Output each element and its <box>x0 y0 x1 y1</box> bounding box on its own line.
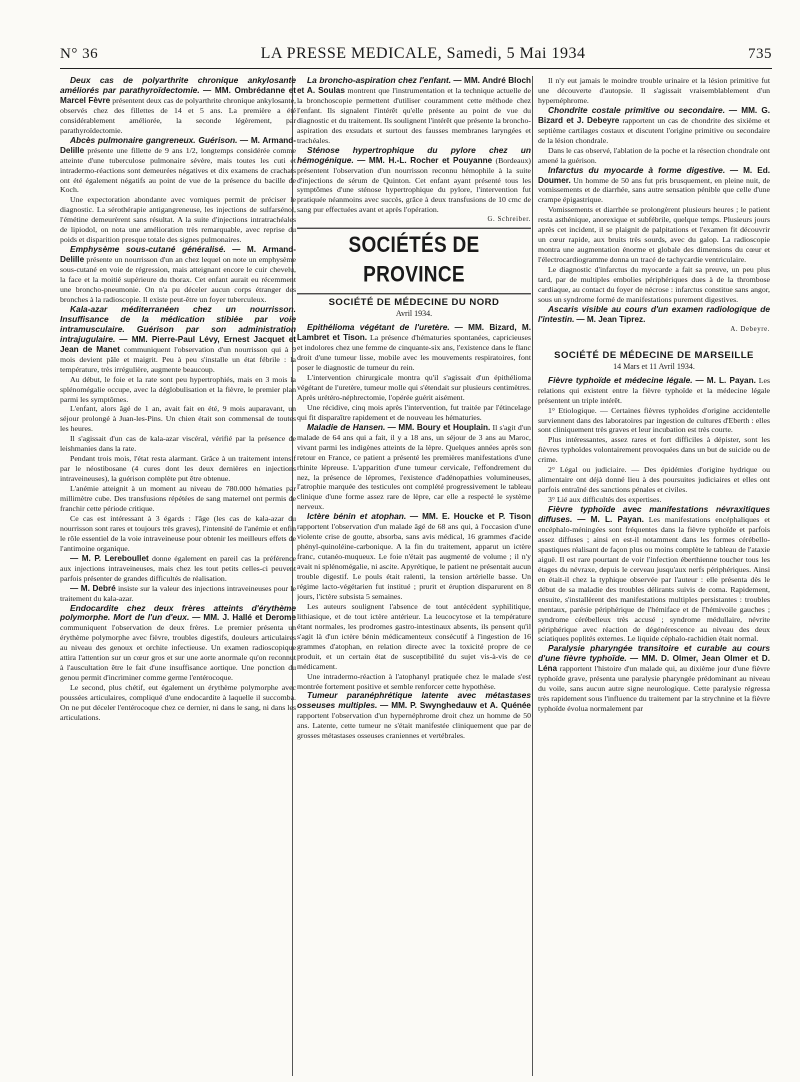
society-date: 14 Mars et 11 Avril 1934. <box>613 361 695 371</box>
article: Emphysème sous-cutané généralisé. — M. Armand-Delille présente un nourrisson d'un an chez lequel on note un emphysème sous-cutané en voie de régression, mais atteignant encore le cuir chevelu, la face et la moitié supérieure du thorax. Cet enfant aurait eu récemment une broncho-pneumonie. On n'a pu déceler aucun corps étranger des bronches à la radioscopie. Il existe peut-être un foyer tuberculeux. <box>60 244 296 304</box>
issue-number: N° 36 <box>60 45 99 62</box>
column-rule-2 <box>532 76 533 1076</box>
spacer <box>538 335 770 347</box>
paragraph: Vomissements et diarrhée se prolongèrent plusieurs heures ; le patient resta asthénique, anorexique et subfébrile, quelque temps. Plusieurs jours après cet incident, il se plaignit de palpitations et l'examen fit découvrir un cœur rapide, aux bruits très sourds, avec du galop. La radioscopie montra une augmentation énorme et globale des dimensions du cœur et l'électrocardiogramme donna un tracé de tachycardie ventriculaire. <box>538 205 770 265</box>
paragraph: Il n'y eut jamais le moindre trouble urinaire et la lésion primitive fut une découverte d'autopsie. Il s'agissait vraisemblablement d'un hypernéphrome. <box>538 76 770 105</box>
paragraph: L'intervention chirurgicale montra qu'il s'agissait d'un épithélioma végétant de l'uretère, tumeur molle qui s'étendait sur plusieurs centimètres. Après urétéro-néphrectomie, l'opérée guérit aisément. <box>297 372 531 402</box>
article: Maladie de Hansen. — MM. Boury et Houplain. Il s'agit d'un malade de 64 ans qui a fait, il y a 18 ans, un séjour de 3 ans au Maroc, vivant parmi les indigènes atteints de la lèpre. Quelques années après son retour en France, ce patient a présenté les premières manifestations d'une rhinite lépreuse. L'apparition d'une tumeur cervicale, l'effondrement du nez, la présence de lépromes, l'existence d'adénopathies volumineuses, l'atrophie marquée des testicules ont complété progressivement le tableau clinique d'une forme assez rare de lèpre, car elle a respecté le système nerveux. <box>297 421 531 512</box>
paragraph: Le diagnostic d'infarctus du myocarde a fait sa preuve, un peu plus tard, par de multiples embolies périphériques dues à de la thrombose cardiaque, au contact du foyer de nécrose : infarctus constitue sans angor, sous un syndrome formé de manifestations purement digestives. <box>538 265 770 304</box>
article: Endocardite chez deux frères atteints d'érythème polymorphe. Mort de l'un d'eux. — MM. J. Hallé et Derome communiquent l'observation de deux frères. Le premier présenta un érythème polymorphe avec fièvre, troubles digestifs, douleurs articulaires au niveau des genoux et orchite infectieuse. Un examen radioscopique attira l'attention sur un cœur gros et sur une aorte anormale qu'on reconnut à l'auscultation être le fait d'une insuffisance aortique. Une ponction du genou permit d'incriminer comme germe l'entérocoque. <box>60 602 296 683</box>
article: Sténose hypertrophique du pylore chez un hémogénique. — MM. H.-L. Rocher et Pouyanne (Bordeaux) présentent l'observation d'un nourrisson reconnu hémophile à la suite d'injections de sérum de Quinton. Cet enfant ayant présenté tous les symptômes d'une sténose hypertrophique du pylore, l'intervention fut pratiquée néanmoins avec succès, grâce à deux transfusions de 10 cmc de sang pur effectuées avant et après l'opération. <box>297 144 531 215</box>
paragraph: Il s'agissait d'un cas de kala-azar viscéral, vérifié par la présence de leishmanies dans la rate. <box>60 434 296 454</box>
section-title: SOCIÉTÉS DE PROVINCE <box>297 228 531 295</box>
column-3 <box>538 76 770 1076</box>
paragraph: 3° Lié aux difficultés des expertises. <box>548 495 662 505</box>
article: Fièvre typhoïde avec manifestations névraxitiques diffuses. — M. L. Payan. Les manifestations encéphaliques et encéphalo-méningées sont fréquentes dans la fièvre typhoïde et parfois assez diffuses ; ainsi en est-il notamment dans les formes cérébello-spastiques réalisant de façon plus ou moins complète le tableau de l'ataxie aiguë. Il est rare pourtant de voir l'infection éberthienne toucher tous les étages du névraxe, depuis le cerveau jusqu'aux nerfs périphériques. Ainsi en était-il chez la typhique observée par l'auteur : elle présenta dès le début de sa maladie des troubles délirants suivis de coma. Rapidement, ensuite, s'installèrent des manifestations multiples persistantes : troubles mentaux, parésie périphérique de l'hémiface et de l'hémivoile gauches ; syndrome cérébelleux très accusé ; syndrome médullaire, névrite périphérique avec réaction de dégénérescence au niveau des deux sciatiques poplités externes. Le liquide céphalo-rachidien était normal. <box>538 504 770 644</box>
article: Chondrite costale primitive ou secondaire. — MM. G. Bizard et J. Debeyre rapportent un cas de chondrite des sixième et septième cartilages costaux et discutent l'origine primitive ou secondaire de la lésion chondrale. <box>538 104 770 145</box>
paragraph: Dans le cas observé, l'ablation de la poche et la résection chondrale ont amené la guérison. <box>538 145 770 165</box>
signature: G. Schreiber. <box>487 216 531 224</box>
article: Tumeur paranéphrétique latente avec métastases osseuses multiples. — MM. P. Swynghedauw et A. Quénée rapportent l'observation d'un hypernéphrome droit chez un homme de 50 ans. Latente, cette tumeur ne s'était manifestée cliniquement que par de grosses métastases osseuses craniennes et vertébrales. <box>297 690 531 741</box>
paragraph: — M. Debré insiste sur la valeur des injections intraveineuses pour le traitement du kala-azar. <box>60 583 296 603</box>
article: Infarctus du myocarde à forme digestive. — M. Ed. Doumer. Un homme de 50 ans fut pris brusquement, en pleine nuit, de vomissements et de diarrhée, sans autre sensation pénible que celle d'une crampe épigastrique. <box>538 164 770 205</box>
society-title: SOCIÉTÉ DE MÉDECINE DU NORD <box>328 297 500 309</box>
paragraph: Ce cas est intéressant à 3 égards : l'âge (les cas de kala-azar du nourrisson sont rares et toujours très graves), l'intensité de l'anémie et enfin le rôle essentiel de la voie intraveineuse pour obtenir les meilleurs effets de l'antimoine organique. <box>60 513 296 553</box>
paragraph: L'anémie atteignit à un moment au niveau de 780.000 hématies par millimètre cube. Des transfusions répétées de sang maternel ont permis de franchir cette période critique. <box>60 484 296 513</box>
journal-title: LA PRESSE MEDICALE, Samedi, 5 Mai 1934 <box>260 45 586 62</box>
column-1 <box>60 76 296 1076</box>
article: Epithélioma végétant de l'uretère. — MM. Bizard, M. Lambret et Tison. La présence d'hématuries spontanées, capricieuses et indolores chez une femme de cinquante-six ans, l'existence dans le flanc droit d'une tumeur lisse, mobile avec les mouvements respiratoires, font poser le diagnostic de tumeur du rein. <box>297 322 531 373</box>
page-number: 735 <box>748 45 772 62</box>
page-header <box>60 40 772 69</box>
signature: A. Debeyre. <box>730 325 770 333</box>
paragraph: L'enfant, alors âgé de 1 an, avait fait en été, 9 mois auparavant, un séjour prolongé à Juan-les-Pins. Un chien était son commensal de toutes les heures. <box>60 404 296 434</box>
paragraph: Le second, plus chétif, eut également un érythème polymorphe avec poussées articulaires, compliqué d'une endocardite à laquelle il succomba. On ne put déceler l'entérocoque chez ce dernier, ni dans le sang, ni dans les articulations. <box>60 683 296 722</box>
paragraph: 2° Légal ou judiciaire. — Des épidémies d'origine hydrique ou alimentaire ont déjà donné lieu à des poursuites judiciaires et elles ont parfois entraîné des sanctions pénales et civiles. <box>538 465 770 495</box>
article: Kala-azar méditerranéen chez un nourrisson. Insuffisance de la médication stibiée par voie intramusculaire. Guérison par son administration intrajugulaire. — MM. Pierre-Paul Lévy, Ernest Jacquet et Jean de Manet communiquent l'observation d'un nourrisson qui à 9 mois devient pâle et maigrit. Peu à peu s'installe un état fébrile : la température, très irrégulière, augmente beaucoup. <box>60 303 296 374</box>
society-date: Avril 1934. <box>395 309 433 319</box>
article: Abcès pulmonaire gangreneux. Guérison. — M. Armand-Delille présente une fillette de 9 ans 1/2, longtemps considérée comme atteinte d'une tuberculose pulmonaire sévère, mais toutes les cuti et intradermo-réactions sont demeurées négatives et dix examens de crachats ont été également négatifs au point de vue de la présence du bacille de Koch. <box>60 134 296 195</box>
paragraph: Plus intéressantes, assez rares et fort difficiles à dépister, sont les fièvres typhoïdes volontairement provoquées dans un but de suicide ou de crime. <box>538 435 770 465</box>
paragraph: Les auteurs soulignent l'absence de tout antécédent syphilitique, lithiasique, et de tout ictère antérieur. La leucocytose et la température étant normales, les prodromes gastro-intestinaux absents, ils pensent qu'il s'agit là d'un ictère bénin médicamenteux consécutif à l'ingestion de 16 grammes d'atophan, en relation directe avec la toxicité propre de ce produit, et un certain état de susceptibilité du sujet vis-à-vis de ce médicament. <box>297 601 531 671</box>
paragraph: Pendant trois mois, l'état resta alarmant. Grâce à un traitement intensif par le néostibosane (4 cures dont les deux dernières en injections intraveineuses), la guérison complète put être obtenue. <box>60 454 296 484</box>
article: La broncho-aspiration chez l'enfant. — MM. André Bloch et A. Soulas montrent que l'instrumentation et la technique actuelle de la bronchoscopie permettent d'utiliser couramment cette méthode chez l'enfant. Ils signalent l'intérêt qu'elle présente au point de vue du diagnostic et du traitement. Ils soulignent l'intérêt que présente la broncho-aspiration des exsudats et surtout des fausses membranes laryngées et trachéales. <box>297 76 531 145</box>
article: Ictère bénin et atophan. — MM. E. Houcke et P. Tison rapportent l'observation d'un malade âgé de 68 ans qui, à l'occasion d'une violente crise de goutte, absorba, sans avis médical, 16 grammes d'acide phényl-quinoléine-carbonique. A la fin du traitement, apparut un ictère franc, cutanéo-muqueux. Le foie n'était pas augmenté de volume ; il n'y avait ni splénomégalie, ni ascite. Apyrétique, le patient ne présentait aucun trouble digestif. Le pouls était ralenti, la tension artérielle basse. Un régime lacto-végétarien fut institué ; prurit et éruption disparurent en 8 jours, l'ictère subsista 5 semaines. <box>297 511 531 601</box>
article: Deux cas de polyarthrite chronique ankylosante améliorés par parathyroïdectomie. — MM. Ombrédanne et Marcel Fèvre présentent deux cas de polyarthrite chronique ankylosante, observés chez des fillettes de 14 et 5 ans. La première a été considérablement améliorée, la seconde légèrement, par parathyroïdectomie. <box>60 76 296 135</box>
paragraph: — M. P. Lereboullet donne également en pareil cas la préférence aux injections intraveineuses, mais chez les tout petits celles-ci peuvent parfois présenter de grandes difficultés de réalisation. <box>60 553 296 583</box>
paragraph: Une récidive, cinq mois après l'intervention, fut traitée par l'étincelage qui fit disparaître rapidement et de nouveau les hématuries. <box>297 402 531 422</box>
column-2 <box>297 76 531 1076</box>
article: Paralysie pharyngée transitoire et curable au cours d'une fièvre typhoïde. — MM. D. Olmer, Jean Olmer et D. Léna rapportent l'histoire d'un malade qui, au dixième jour d'une fièvre typhoïde grave, présenta une paralysie pharyngée prédominant au niveau du voile, sans aucun autre signe neurologique. Cette paralysie régressa très rapidement sous l'influence du traitement par la strychnine et la fièvre typhoïde évolua normalement par <box>538 643 770 714</box>
paragraph: Une expectoration abondante avec vomiques permit de préciser le diagnostic. La sérothérapie antigangreneuse, les injections de sulfarsénol, l'émétine demeurèrent sans résultat. A la suite d'injections intratrachéales de lipiodol, on nota une amélioration très remarquable, avec reprise du poids et disparition presque totale des signes pulmonaires. <box>60 195 296 245</box>
article: Fièvre typhoïde et médecine légale. — M. L. Payan. Les relations qui existent entre la fièvre typhoïde et la médecine légale présentent un triple intérêt. <box>538 374 770 405</box>
article: Ascaris visible au cours d'un examen radiologique de l'intestin. — M. Jean Tiprez. <box>538 303 770 324</box>
paragraph: Au début, le foie et la rate sont peu hypertrophiés, mais en 3 mois la splénomégalie occupe, avec la déglobulisation et la fièvre, le premier plan parmi les symptômes. <box>60 374 296 404</box>
paragraph: Une intradermo-réaction à l'atophanyl pratiquée chez le malade s'est montrée fortement positive et semble renforcer cette hypothèse. <box>297 671 531 691</box>
society-title: SOCIÉTÉ DE MÉDECINE DE MARSEILLE <box>554 349 754 361</box>
paragraph: 1° Etiologique. — Certaines fièvres typhoïdes d'origine accidentelle surviennent dans des laboratoires par ingestion de cultures d'Eberth : elles sont cliniquement très graves et leur incubation est très courte. <box>538 405 770 435</box>
